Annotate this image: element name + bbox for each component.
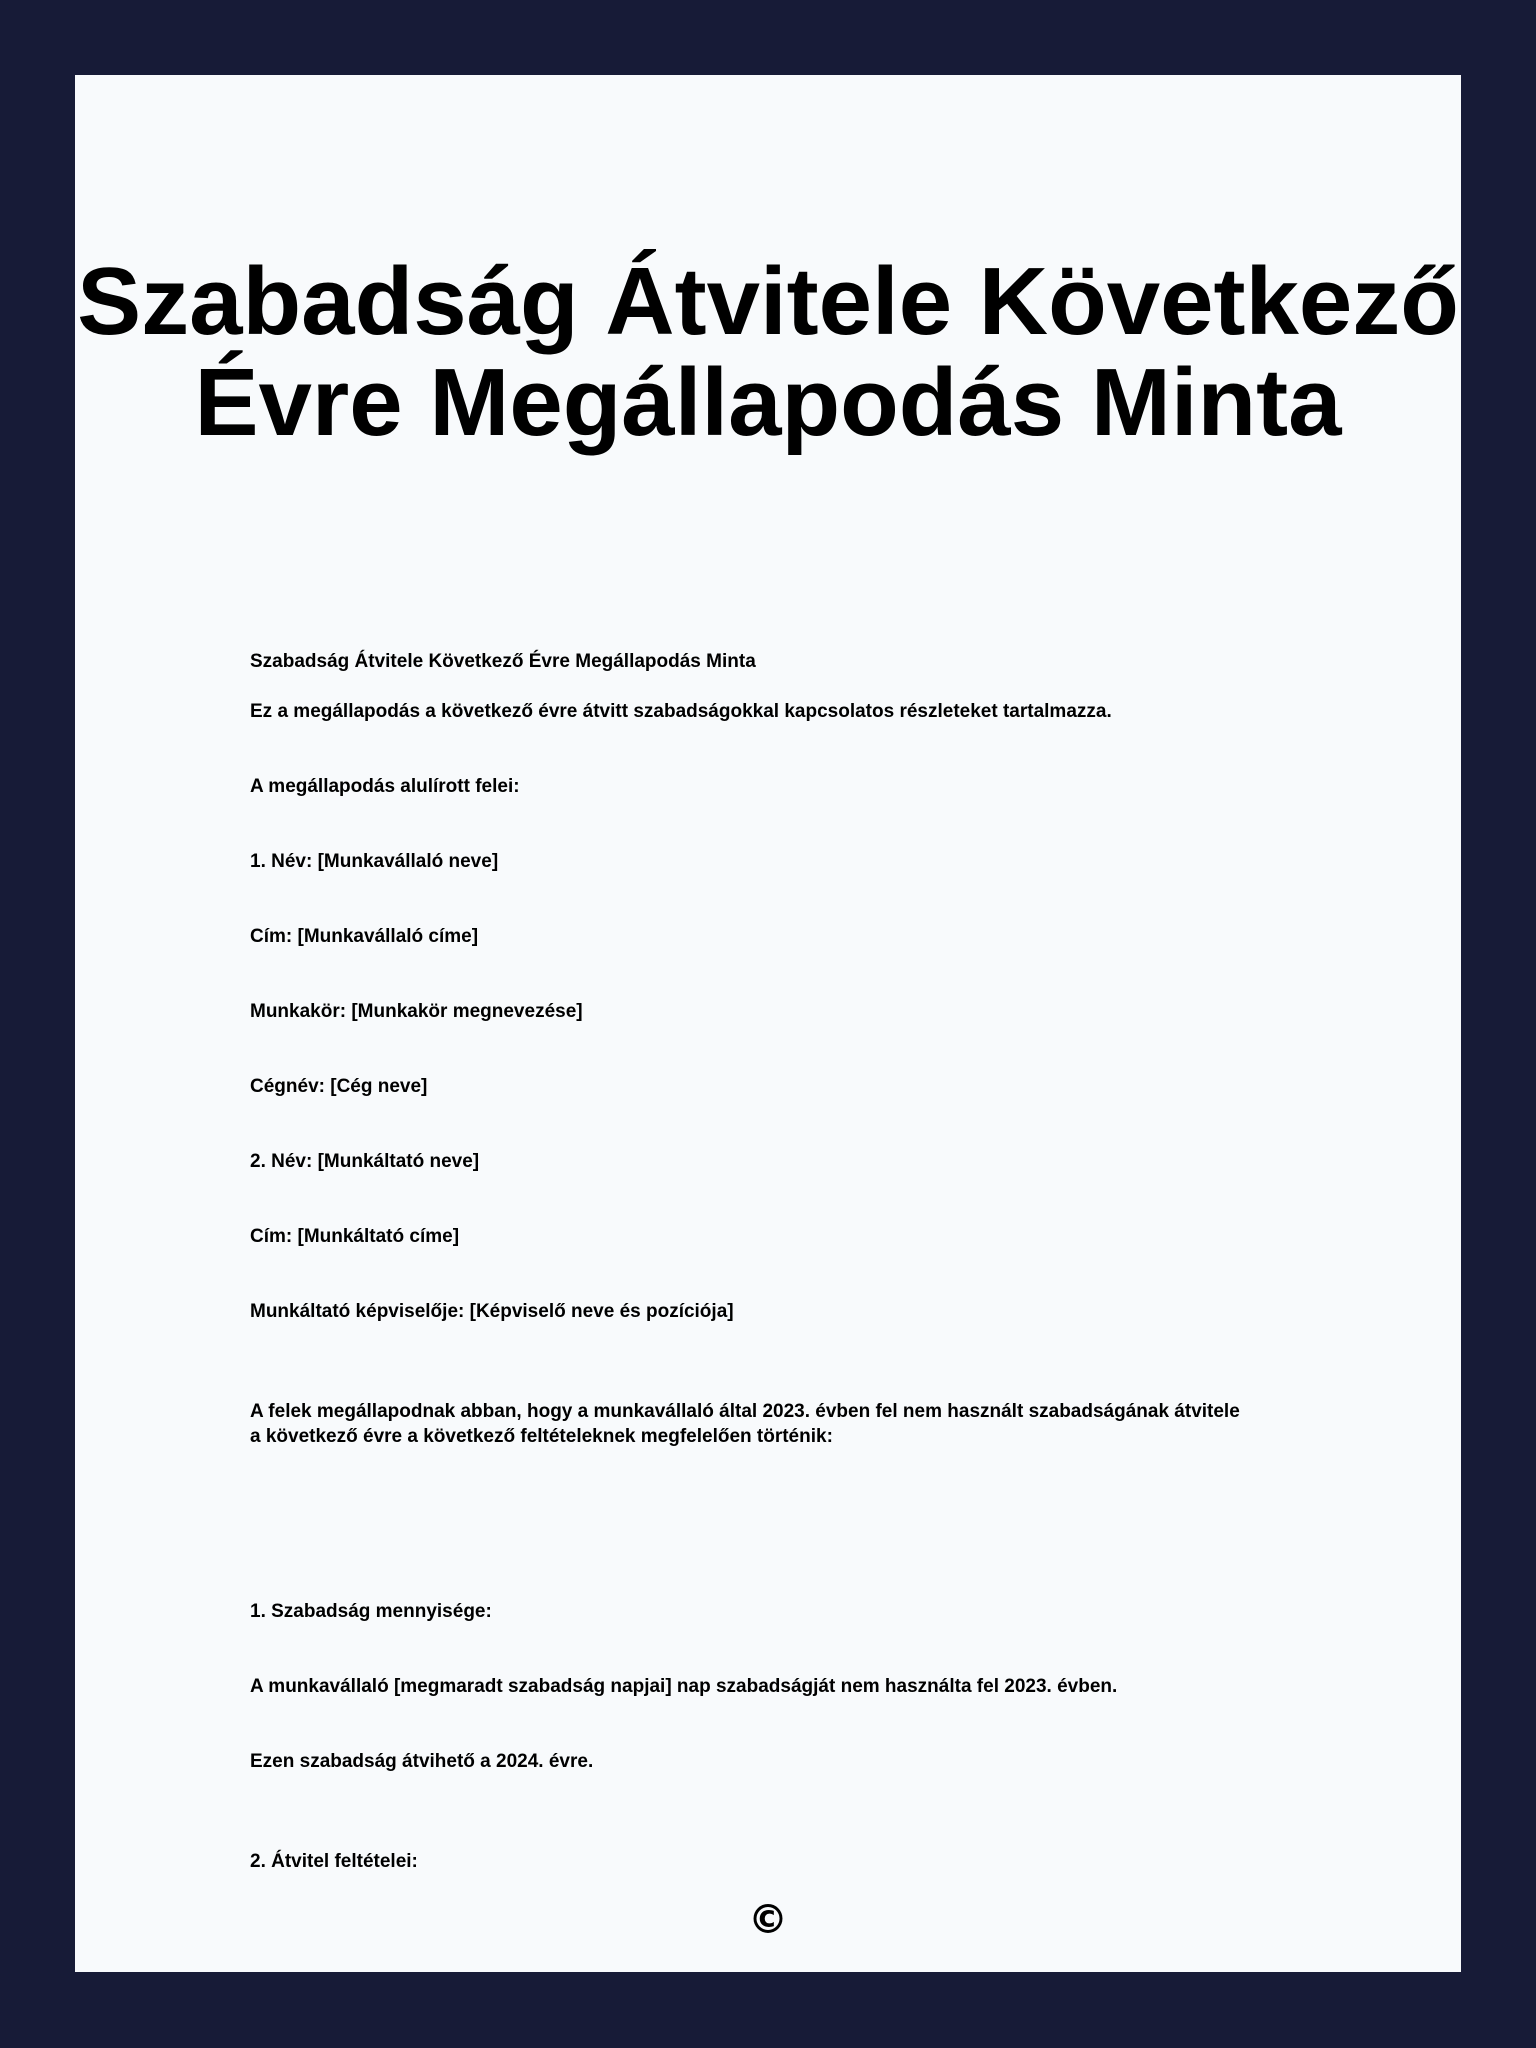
party1-position: Munkakör: [Munkakör megnevezése] (250, 1001, 583, 1022)
party1-address: Cím: [Munkavállaló címe] (250, 926, 479, 947)
copyright-icon: © (748, 1897, 788, 1943)
party2-name: 2. Név: [Munkáltató neve] (250, 1151, 480, 1172)
agreement-paragraph: A felek megállapodnak abban, hogy a munkavállaló által 2023. évben fel nem használt szabadságának átvitele a következő évre a következő feltételeknek megfelelően történik: (250, 1401, 1240, 1447)
document-page (75, 75, 1461, 1972)
section1-heading: 1. Szabadság mennyisége: (250, 1601, 492, 1622)
party2-address: Cím: [Munkáltató címe] (250, 1226, 460, 1247)
section1-text: A munkavállaló [megmaradt szabadság napjai] nap szabadságját nem használta fel 2023. évben. (250, 1676, 1118, 1697)
party2-representative: Munkáltató képviselője: [Képviselő neve és pozíciója] (250, 1301, 734, 1322)
intro-paragraph: Ez a megállapodás a következő évre átvitt szabadságokkal kapcsolatos részleteket tartalmazza. (250, 701, 1112, 722)
section2-heading: 2. Átvitel feltételei: (250, 1851, 418, 1872)
parties-heading: A megállapodás alulírott felei: (250, 776, 520, 797)
party1-name: 1. Név: [Munkavállaló neve] (250, 851, 499, 872)
section1-transfer: Ezen szabadság átvihető a 2024. évre. (250, 1751, 594, 1772)
document-title: Szabadság Átvitele Következő Évre Megállapodás Minta (77, 248, 1459, 456)
document-subtitle: Szabadság Átvitele Következő Évre Megállapodás Minta (250, 651, 756, 672)
party1-company: Cégnév: [Cég neve] (250, 1076, 428, 1097)
